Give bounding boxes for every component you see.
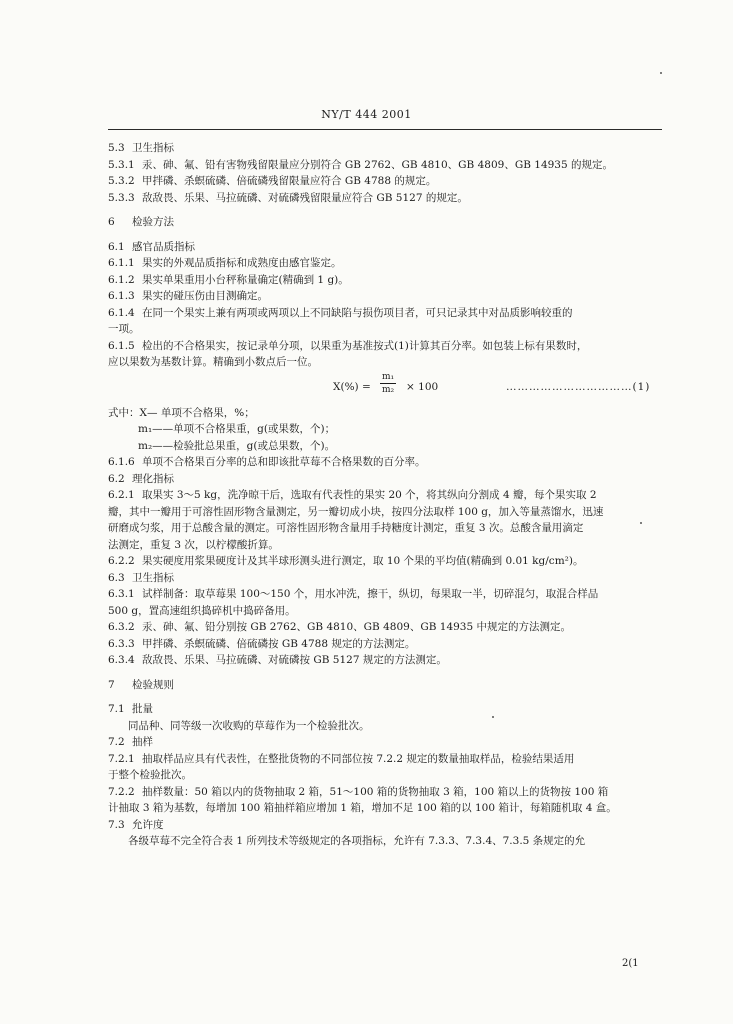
- clause-5-3-2: 5.3.2 甲拌磷、杀螟硫磷、倍硫磷残留限量应符合 GB 4788 的规定。: [108, 175, 437, 187]
- clause-6-1-2: 6.1.2 果实单果重用小台秤称量确定(精确到 1 g)。: [108, 273, 349, 286]
- clause-7-1-heading: 7.1 批量: [108, 703, 153, 715]
- formula-multiplier: × 100: [406, 380, 439, 393]
- clause-6-1-3: 6.1.3 果实的碰压伤由目测确定。: [108, 290, 268, 302]
- clause-6-1-heading: 6.1 感官品质指标: [108, 240, 195, 253]
- clause-6-2-heading: 6.2 理化指标: [108, 472, 174, 485]
- formula-numerator: m₁: [382, 371, 395, 382]
- clause-5-3-3: 5.3.3 敌敌畏、乐果、马拉硫磷、对硫磷残留限量应符合 GB 5127 的规定。: [108, 191, 468, 204]
- scan-speck: [640, 522, 642, 524]
- clause-6-2-1-cont-2: 研磨成匀浆，用于总酸含量的测定。可溶性固形物含量用手持糖度计测定，重复 3 次。总酸含量用滴定: [108, 522, 584, 534]
- formula-denominator: m₂: [382, 384, 395, 395]
- clause-7-1-text: 同品种、同等级一次收购的草莓作为一个检验批次。: [128, 719, 370, 732]
- section-7-heading: 7 检验规则: [108, 678, 174, 691]
- clause-6-1-4-cont: 一项。: [108, 323, 140, 335]
- formula-number: ……………………………(1): [506, 380, 651, 393]
- clause-7-2-1-cont: 于整个检验批次。: [108, 769, 192, 781]
- page-number: 2(1: [622, 958, 639, 969]
- scan-speck: [492, 716, 494, 718]
- header-rule: [108, 129, 662, 130]
- clause-6-1-4: 6.1.4 在同一个果实上兼有两项或两项以上不同缺陷与损伤项目者，可只记录其中对品质影响较重的: [108, 306, 573, 319]
- clause-7-3-heading: 7.3 允许度: [108, 818, 164, 831]
- formula-fraction: [380, 371, 396, 396]
- clause-6-3-4: 6.3.4 敌敌畏、乐果、马拉硫磷、对硫磷按 GB 5127 规定的方法测定。: [108, 654, 447, 666]
- formula-where: 式中：X— 单项不合格果，%；: [108, 406, 255, 419]
- scan-speck: [660, 72, 662, 74]
- section-6-heading: 6 检验方法: [108, 216, 174, 228]
- clause-6-1-1: 6.1.1 果实的外观品质指标和成熟度由感官鉴定。: [108, 257, 342, 269]
- clause-5-3-1: 5.3.1 汞、砷、氟、铅有害物残留限量应分别符合 GB 2762、GB 4810、GB 4809、GB 14935 的规定。: [108, 158, 614, 171]
- clause-6-3-heading: 6.3 卫生指标: [108, 571, 174, 584]
- clause-6-2-1: 6.2.1 取果实 3～5 kg，洗净晾干后，选取有代表性的果实 20 个，将其纵向分割成 4 瓣，每个果实取 2: [108, 489, 597, 501]
- clause-6-2-2: 6.2.2 果实硬度用浆果硬度计及其半球形测头进行测定，取 10 个果的平均值(精确到 0.01 kg/cm²)。: [108, 555, 584, 567]
- document-body: [108, 140, 664, 850]
- formula-lhs: X(%) =: [333, 380, 371, 393]
- clause-7-3-text: 各级草莓不完全符合表 1 所列技术等级规定的各项指标，允许有 7.3.3、7.3.4、7.3.5 条规定的允: [128, 835, 586, 847]
- clause-7-2-2: 7.2.2 抽样数量：50 箱以内的货物抽取 2 箱，51～100 箱的货物抽取 3 箱，100 箱以上的货物按 100 箱: [108, 785, 609, 798]
- clause-6-1-6: 6.1.6 单项不合格果百分率的总和即该批草莓不合格果数的百分率。: [108, 456, 426, 468]
- clause-6-3-3: 6.3.3 甲拌磷、杀螟硫磷、倍硫磷按 GB 4788 规定的方法测定。: [108, 637, 416, 650]
- clause-6-1-5: 6.1.5 检出的不合格果实，按记录单分项，以果重为基准按式(1)计算其百分率。如包装上标有果数时，: [108, 339, 588, 352]
- formula-1: [108, 371, 664, 405]
- clause-7-2-heading: 7.2 抽样: [108, 736, 153, 748]
- clause-7-2-2-cont: 计抽取 3 箱为基数，每增加 100 箱抽样箱应增加 1 箱，增加不足 100 箱的以 100 箱计，每箱随机取 4 盒。: [108, 802, 617, 814]
- clause-6-2-1-cont-1: 瓣，其中一瓣用于可溶性固形物含量测定，另一瓣切成小块，按四分法取样 100 g，加入等量蒸馏水，迅速: [108, 505, 604, 518]
- formula-var-m1: m₁——单项不合格果重，g(或果数，个)；: [138, 423, 336, 435]
- page-header: NY/T 444 2001: [321, 108, 412, 121]
- clause-5-3-heading: 5.3 卫生指标: [108, 142, 174, 154]
- formula-var-m2: m₂——检验批总果重，g(或总果数，个)。: [138, 439, 336, 452]
- clause-7-2-1: 7.2.1 抽取样品应具有代表性，在整批货物的不同部位按 7.2.2 规定的数量抽取样品，检验结果适用: [108, 752, 575, 765]
- clause-6-2-1-cont-3: 法测定，重复 3 次，以柠檬酸折算。: [108, 538, 279, 551]
- clause-6-1-5-cont: 应以果数为基数计算。精确到小数点后一位。: [108, 356, 318, 368]
- clause-6-3-1: 6.3.1 试样制备：取草莓果 100～150 个，用水冲洗，擦干，纵切，每果取一半，切碎混匀，取混合样品: [108, 588, 599, 600]
- clause-6-3-1-cont: 500 g，置高速组织捣碎机中捣碎备用。: [108, 604, 296, 617]
- clause-6-3-2: 6.3.2 汞、砷、氟、铅分别按 GB 2762、GB 4810、GB 4809、GB 14935 中规定的方法测定。: [108, 621, 572, 633]
